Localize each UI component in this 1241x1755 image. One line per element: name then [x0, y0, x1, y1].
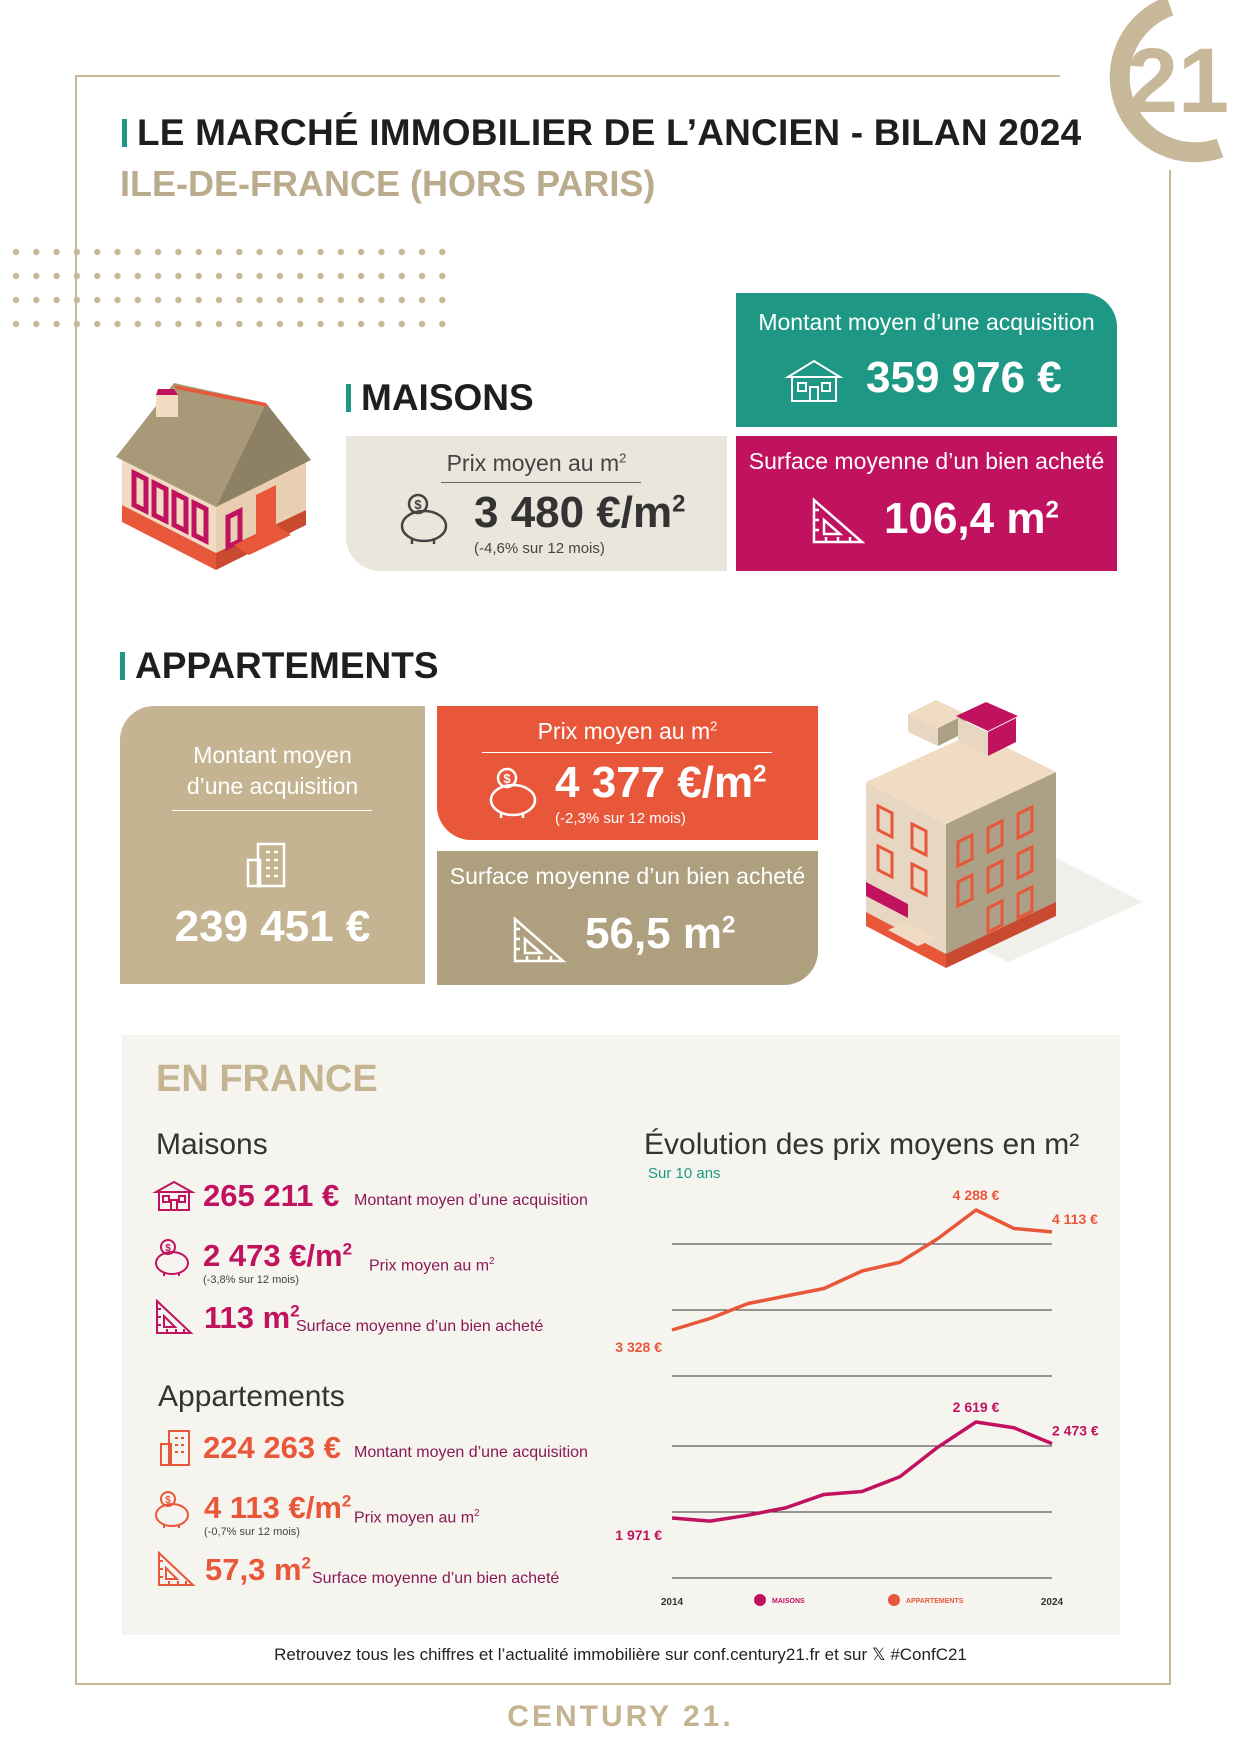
decor-dot [94, 321, 100, 327]
decor-dot [297, 249, 303, 255]
decor-dot [94, 249, 100, 255]
decor-dot [13, 297, 19, 303]
decor-dot [155, 249, 161, 255]
decor-dot [135, 297, 141, 303]
decor-dot [399, 321, 405, 327]
decor-dot [74, 249, 80, 255]
decor-dot [33, 273, 39, 279]
decor-dot [175, 321, 181, 327]
divider [441, 482, 641, 483]
building-icon [158, 1428, 192, 1468]
page-subtitle: ILE-DE-FRANCE (HORS PARIS) [120, 163, 656, 204]
decor-dot [338, 273, 344, 279]
maisons-prix-label: Prix moyen au $m^2$ [446, 450, 627, 476]
france-appartements-prix-value: 4 113 $€/m^2$ [204, 1490, 352, 1525]
decor-dot [419, 249, 425, 255]
decor-dot [74, 297, 80, 303]
decor-dot [277, 297, 283, 303]
maisons-prix-note: (-4,6% sur 12 mois) [474, 540, 605, 557]
legend-label: MAISONS [772, 1598, 805, 1605]
maisons-montant-value: 359 976 € [866, 353, 1062, 402]
svg-text:$: $ [503, 771, 511, 786]
decor-dot [13, 273, 19, 279]
maisons-prix-card [346, 436, 727, 571]
france-maisons-montant-label: Montant moyen d’une acquisition [354, 1192, 588, 1209]
appartements-prix-note: (-2,3% sur 12 mois) [555, 810, 686, 827]
legend-label: APPARTEMENTS [906, 1598, 964, 1605]
decor-dot [53, 273, 59, 279]
france-appartements-surface-value: 57,3 $m^2$ [205, 1552, 311, 1587]
decor-dot [317, 249, 323, 255]
france-maisons-montant-value: 265 211 € [203, 1178, 340, 1213]
decor-dot [114, 297, 120, 303]
house-icon [154, 1180, 194, 1212]
data-label: 2 619 € [952, 1399, 1000, 1415]
appartements-prix-card [437, 706, 818, 840]
decor-dot [33, 321, 39, 327]
decor-dot [439, 297, 445, 303]
decor-dot [175, 249, 181, 255]
decor-dot [216, 249, 222, 255]
decor-dot [419, 273, 425, 279]
decor-dot [338, 297, 344, 303]
decor-dot [277, 321, 283, 327]
decor-dot [114, 321, 120, 327]
decor-dot [358, 249, 364, 255]
appartements-montant-value: 239 451 € [174, 902, 371, 951]
appartements-prix-label: Prix moyen au $m^2$ [537, 718, 718, 744]
maisons-montant-card [736, 293, 1117, 427]
decor-dot [419, 321, 425, 327]
france-appartements-montant-value: 224 263 € [203, 1430, 341, 1465]
decor-dot [439, 273, 445, 279]
decor-dot [338, 321, 344, 327]
maisons-prix-value: 3 480 $€/m^2$ [474, 488, 686, 537]
decor-dot [155, 273, 161, 279]
france-appartements-prix-note: (-0,7% sur 12 mois) [204, 1526, 300, 1538]
appartements-prix-value: 4 377 $€/m^2$ [555, 758, 767, 807]
decor-dot [297, 273, 303, 279]
decor-dot [53, 321, 59, 327]
svg-text:$: $ [165, 1495, 171, 1506]
decor-dot [94, 273, 100, 279]
decor-dot [399, 297, 405, 303]
data-label: 3 328 € [615, 1339, 662, 1355]
decor-dot [53, 297, 59, 303]
decor-dot [216, 273, 222, 279]
maisons-montant-label: Montant moyen d’une acquisition [758, 309, 1095, 335]
decor-dot [297, 297, 303, 303]
france-appartements-prix-label: Prix moyen au $m^2$ [354, 1508, 480, 1527]
svg-text:$: $ [165, 1243, 171, 1254]
decor-dot [399, 273, 405, 279]
x-icon: 𝕏 [871, 1645, 886, 1664]
decor-dot [196, 249, 202, 255]
ruler-triangle-icon [154, 1298, 194, 1336]
france-maisons-prix-value: 2 473 $€/m^2$ [203, 1238, 353, 1273]
chart-title: Évolution des prix moyens en m² [644, 1128, 1080, 1161]
decor-dot [196, 273, 202, 279]
series-line-maisons [672, 1422, 1052, 1521]
footer-text: Retrouvez tous les chiffres et l’actualité immobilière sur conf.century21.fr et sur 𝕏 #ConfC21 [274, 1645, 967, 1664]
title-bar [122, 119, 127, 147]
series-line-appartements [672, 1210, 1052, 1330]
appartements-surface-label: Surface moyenne d’un bien acheté [449, 863, 806, 889]
decor-dot [13, 321, 19, 327]
decor-dot [216, 321, 222, 327]
decor-dot [236, 249, 242, 255]
decor-dot [135, 249, 141, 255]
decor-dot [256, 321, 262, 327]
legend-marker [754, 1594, 766, 1606]
decor-dot [358, 297, 364, 303]
building-icon [244, 840, 288, 890]
decor-dot [419, 297, 425, 303]
decor-dot [378, 249, 384, 255]
data-label: 4 113 € [1052, 1210, 1098, 1227]
decor-dot [358, 321, 364, 327]
maisons-surface-value: 106,4 $m^2$ [884, 494, 1059, 543]
decor-dot [155, 297, 161, 303]
france-maisons-title: Maisons [156, 1128, 268, 1161]
en-france-heading: EN FRANCE [156, 1058, 378, 1100]
apartment-building-illustration [858, 722, 1148, 984]
piggy-bank-icon [485, 766, 541, 822]
logo-number: 21 [1126, 30, 1230, 132]
france-maisons-surface-value: 113 $m^2$ [204, 1300, 300, 1335]
france-appartements-title: Appartements [158, 1380, 345, 1413]
decor-dot [317, 273, 323, 279]
decor-dot [399, 249, 405, 255]
decor-dot [155, 321, 161, 327]
data-label: 4 288 € [952, 1187, 1000, 1203]
decor-dot [378, 273, 384, 279]
decor-dot [114, 273, 120, 279]
france-maisons-prix-note: (-3,8% sur 12 mois) [203, 1274, 299, 1286]
house-icon [784, 359, 844, 403]
dot-pattern [8, 244, 453, 334]
x-tick-label: 2024 [1040, 1597, 1064, 1608]
data-label: 2 473 € [1052, 1422, 1099, 1439]
appartements-montant-card [120, 706, 425, 984]
decor-dot [33, 249, 39, 255]
ruler-triangle-icon [156, 1550, 196, 1588]
svg-text:$: $ [414, 497, 422, 512]
decor-dot [236, 321, 242, 327]
decor-dot [74, 273, 80, 279]
decor-dot [256, 297, 262, 303]
decor-dot [33, 297, 39, 303]
maisons-heading: MAISONS [346, 377, 534, 419]
appartements-heading: APPARTEMENTS [120, 645, 439, 687]
page-title: LE MARCHÉ IMMOBILIER DE L’ANCIEN - BILAN 2024 [122, 112, 1081, 154]
france-maisons-surface-label: Surface moyenne d’un bien acheté [296, 1318, 544, 1335]
legend-marker [888, 1594, 900, 1606]
france-appartements-montant-label: Montant moyen d’une acquisition [354, 1444, 588, 1461]
footer-handle: #ConfC21 [890, 1645, 967, 1664]
france-maisons-prix-label: Prix moyen au $m^2$ [369, 1256, 495, 1275]
x-tick-label: 2014 [660, 1597, 684, 1608]
divider [482, 752, 772, 753]
decor-dot [196, 321, 202, 327]
piggy-bank-icon [152, 1238, 192, 1278]
maisons-surface-card [736, 436, 1117, 571]
decor-dot [297, 321, 303, 327]
data-label: 1 971 € [615, 1527, 662, 1543]
decor-dot [378, 321, 384, 327]
price-evolution-chart [615, 1180, 1099, 1620]
decor-dot [216, 297, 222, 303]
decor-dot [94, 297, 100, 303]
decor-dot [277, 273, 283, 279]
decor-dot [378, 297, 384, 303]
brand-name: CENTURY 21. [507, 1700, 734, 1733]
france-appartements-surface-label: Surface moyenne d’un bien acheté [312, 1570, 560, 1587]
decor-dot [277, 249, 283, 255]
appartements-montant-label-2: d’une acquisition [186, 773, 359, 799]
appartements-montant-label-1: Montant moyen [193, 742, 352, 768]
decor-dot [135, 321, 141, 327]
decor-dot [338, 249, 344, 255]
piggy-bank-icon [396, 492, 452, 548]
decor-dot [196, 297, 202, 303]
decor-dot [358, 273, 364, 279]
decor-dot [256, 273, 262, 279]
decor-dot [236, 273, 242, 279]
decor-dot [317, 297, 323, 303]
house-illustration [116, 385, 316, 580]
decor-dot [256, 249, 262, 255]
decor-dot [114, 249, 120, 255]
piggy-bank-icon [152, 1490, 192, 1530]
decor-dot [74, 321, 80, 327]
decor-dot [175, 297, 181, 303]
divider [172, 810, 372, 811]
ruler-triangle-icon [810, 496, 866, 546]
decor-dot [175, 273, 181, 279]
century21-logo [1060, 0, 1241, 170]
decor-dot [439, 249, 445, 255]
decor-dot [439, 321, 445, 327]
decor-dot [236, 297, 242, 303]
appartements-surface-value: 56,5 $m^2$ [585, 909, 736, 958]
maisons-surface-label: Surface moyenne d’un bien acheté [748, 448, 1105, 474]
decor-dot [53, 249, 59, 255]
decor-dot [135, 273, 141, 279]
decor-dot [13, 249, 19, 255]
ruler-triangle-icon [511, 915, 567, 965]
chart-subtitle: Sur 10 ans [648, 1165, 721, 1182]
appartements-surface-card [437, 851, 818, 985]
decor-dot [317, 321, 323, 327]
